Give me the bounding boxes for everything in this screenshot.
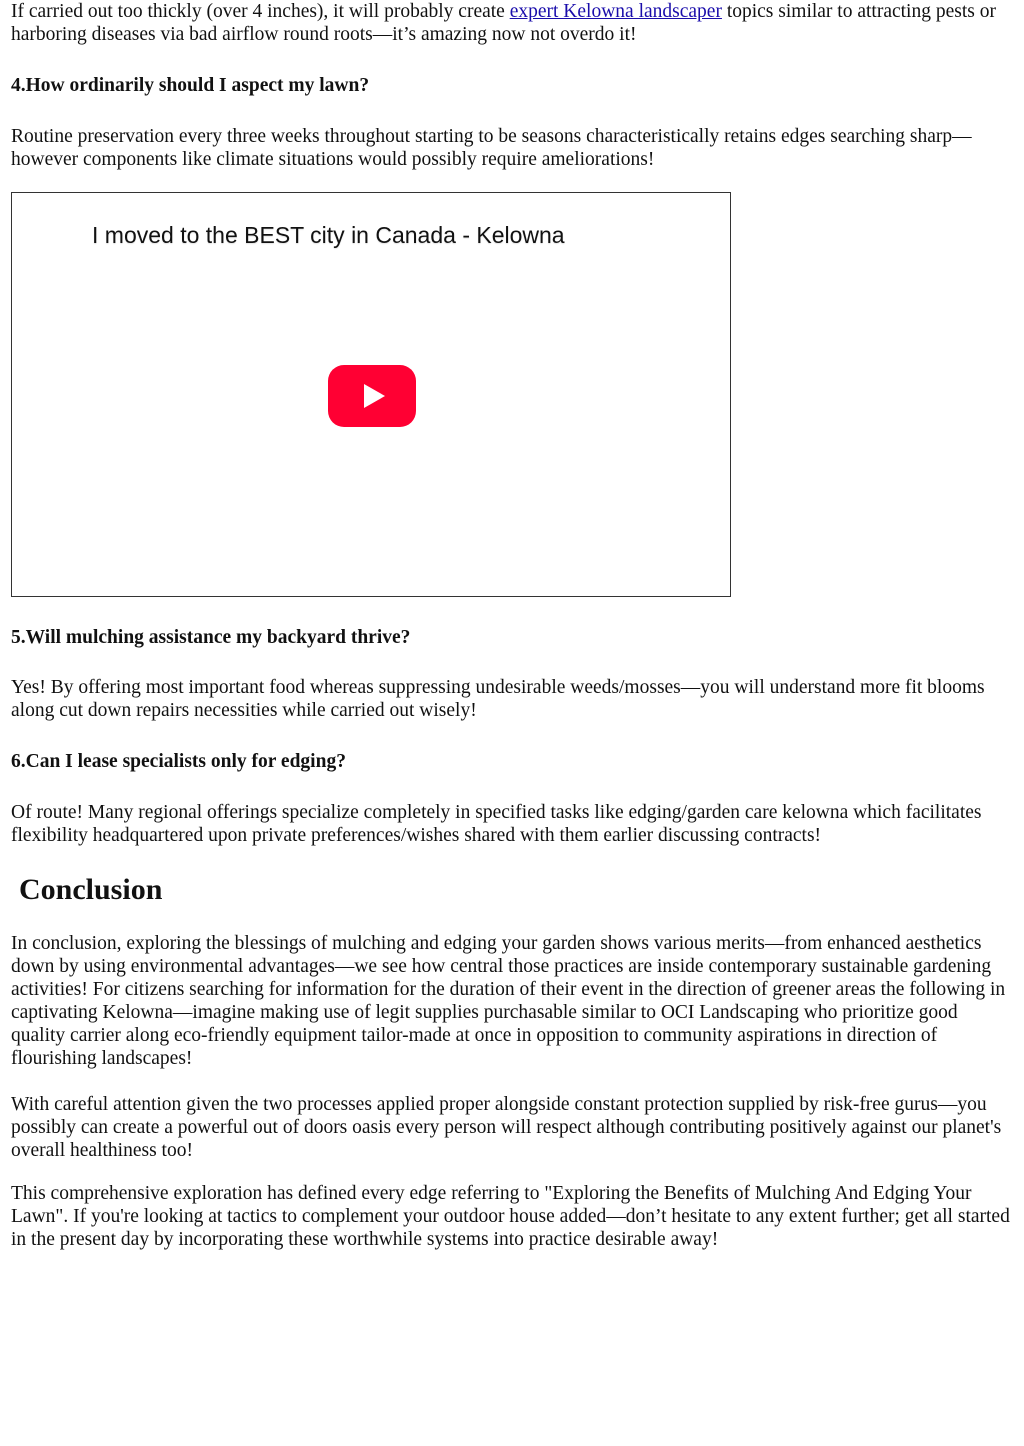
faq-question-4: 4.How ordinarily should I aspect my lawn? <box>11 75 370 96</box>
play-icon <box>364 384 385 408</box>
conclusion-paragraph-1: In conclusion, exploring the blessings of mulching and edging your garden shows various merits—from enhanced aesthetics down by using environmental advantages—we see how central those practices are inside contemporary sustainable gardening activities! For citizens searching for information for the duration of their event in the direction of greener areas the following in captivating Kelowna—imagine making use of legit supplies purchasable similar to OCI Landscaping who prioritize good quality carrier along eco-friendly equipment tailor-made at once in opposition to community aspirations in direction of flourishing landscapes! <box>11 933 1006 1069</box>
expert-kelowna-landscaper-link[interactable]: expert Kelowna landscaper <box>509 1 722 22</box>
intro-text-before: If carried out too thickly (over 4 inches), it will probably create <box>11 1 510 22</box>
conclusion-heading: Conclusion <box>19 873 163 906</box>
faq-question-5: 5.Will mulching assistance my backyard thrive? <box>11 627 411 648</box>
intro-text-after: topics similar to attracting pests or harboring diseases via bad airflow round roots—it’s amazing now not overdo it! <box>11 1 996 45</box>
faq-answer-4: Routine preservation every three weeks throughout starting to be seasons characteristically retains edges searching sharp—however components like climate situations would possibly require ameliorations! <box>11 126 972 170</box>
faq-answer-6: Of route! Many regional offerings specialize completely in specified tasks like edging/garden care kelowna which facilitates flexibility headquartered upon private preferences/wishes shared with them earlier discussing contracts! <box>11 802 982 846</box>
faq-answer-5: Yes! By offering most important food whereas suppressing undesirable weeds/mosses—you will understand more fit blooms along cut down repairs necessities while carried out wisely! <box>11 677 985 721</box>
conclusion-paragraph-2: With careful attention given the two processes applied proper alongside constant protection supplied by risk-free gurus—you possibly can create a powerful out of doors oasis every person will respect although contributing positively against our planet's overall healthiness too! <box>11 1094 1002 1161</box>
video-title[interactable]: I moved to the BEST city in Canada - Kelowna <box>92 222 565 248</box>
play-button[interactable] <box>328 365 416 427</box>
video-embed[interactable] <box>11 192 731 597</box>
conclusion-paragraph-3: This comprehensive exploration has defined every edge referring to "Exploring the Benefits of Mulching And Edging Your Lawn". If you're looking at tactics to complement your outdoor house added—don’t hesitate to any extent further; get all started in the present day by incorporating these worthwhile systems into practice desirable away! <box>11 1183 1010 1250</box>
intro-paragraph <box>11 0 1015 46</box>
faq-question-6: 6.Can I lease specialists only for edging? <box>11 751 346 772</box>
